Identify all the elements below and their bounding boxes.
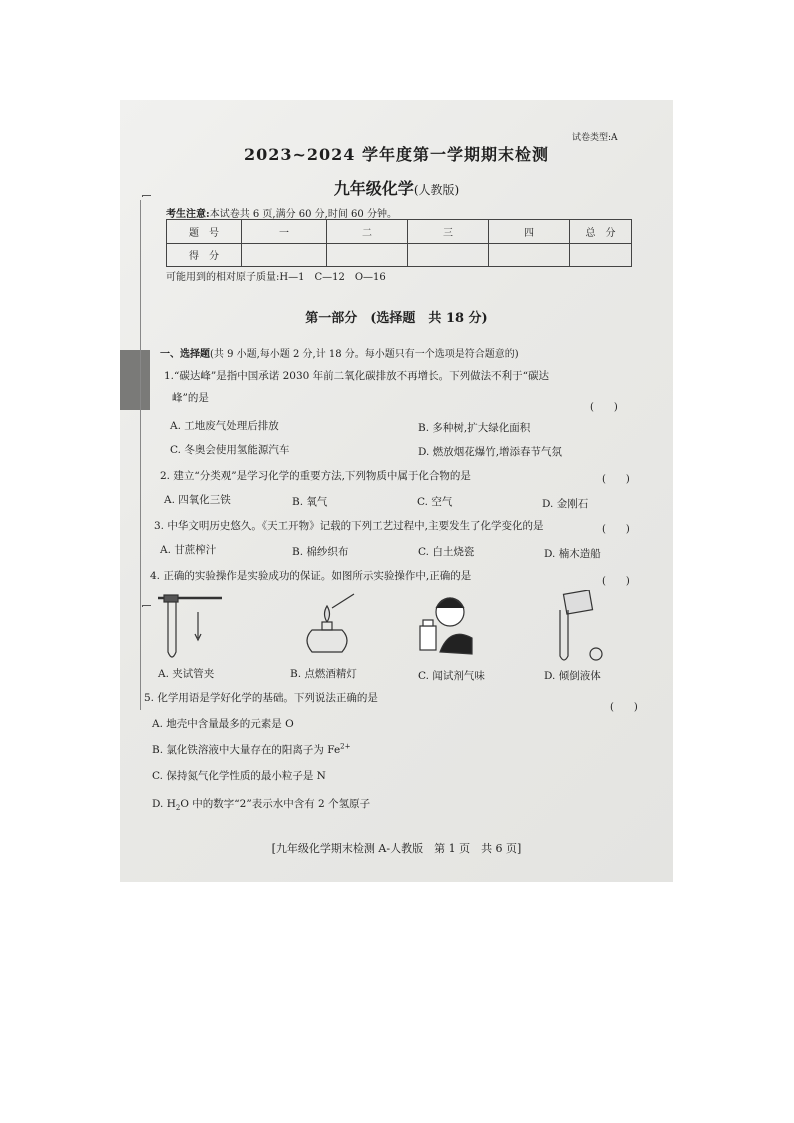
score-blank[interactable] bbox=[570, 243, 632, 267]
answer-paren[interactable]: ( ) bbox=[590, 402, 618, 413]
section-label: 一、选择题 bbox=[160, 349, 210, 360]
q4-option-c: C. 闻试剂气味 bbox=[418, 670, 485, 682]
score-cell: 题 号 bbox=[167, 220, 242, 244]
answer-paren[interactable]: ( ) bbox=[602, 576, 630, 587]
q5-option-c: C. 保持氮气化学性质的最小粒子是 N bbox=[152, 770, 326, 782]
smelling-reagent-figure bbox=[420, 598, 472, 654]
binding-margin-line bbox=[140, 200, 143, 710]
q3-option-d: D. 楠木造船 bbox=[544, 548, 601, 560]
alcohol-lamp-figure bbox=[307, 594, 354, 652]
question-5-stem: 5. 化学用语是学好化学的基础。下列说法正确的是 bbox=[144, 692, 378, 704]
score-table bbox=[166, 219, 632, 267]
q3-option-b: B. 棉纱织布 bbox=[292, 546, 349, 558]
q3-option-c: C. 白土烧瓷 bbox=[418, 546, 475, 558]
q5-option-d bbox=[152, 796, 370, 812]
exam-subtitle bbox=[120, 176, 673, 199]
score-cell: 一 bbox=[242, 220, 327, 244]
score-blank[interactable] bbox=[327, 243, 408, 267]
section-text: (共 9 小题,每小题 2 分,计 18 分。每小题只有一个选项是符合题意的) bbox=[210, 349, 519, 360]
question-3-stem: 3. 中华文明历史悠久。《天工开物》记载的下列工艺过程中,主要发生了化学变化的是 bbox=[154, 520, 544, 532]
score-cell: 得 分 bbox=[167, 243, 242, 267]
binding-margin-tab bbox=[120, 350, 150, 410]
score-cell: 三 bbox=[408, 220, 489, 244]
q4-figures bbox=[150, 590, 630, 670]
q4-option-d: D. 倾倒液体 bbox=[544, 670, 601, 682]
subscript-digit: 2 bbox=[175, 804, 181, 813]
score-table-score-row bbox=[167, 243, 632, 267]
q5-option-a: A. 地壳中含量最多的元素是 O bbox=[152, 718, 294, 730]
q2-option-a: A. 四氧化三铁 bbox=[164, 494, 231, 506]
charge-superscript: 2+ bbox=[340, 742, 351, 751]
q1-option-d: D. 燃放烟花爆竹,增添春节气氛 bbox=[418, 446, 563, 458]
q2-option-d: D. 金刚石 bbox=[542, 498, 589, 510]
exam-paper-photo bbox=[120, 100, 673, 882]
q4-option-a: A. 夹试管夹 bbox=[158, 668, 215, 680]
question-1-stem-cont: 峰”的是 bbox=[172, 392, 209, 404]
question-2-stem: 2. 建立“分类观”是学习化学的重要方法,下列物质中属于化合物的是 bbox=[160, 470, 471, 482]
answer-paren[interactable]: ( ) bbox=[602, 474, 630, 485]
q4-option-b: B. 点燃酒精灯 bbox=[290, 668, 357, 680]
score-table-header-row bbox=[167, 220, 632, 244]
test-tube-holder-figure bbox=[158, 595, 222, 657]
notice-text: 本试卷共 6 页,满分 60 分,时间 60 分钟。 bbox=[209, 209, 397, 220]
notice-label: 考生注意: bbox=[166, 209, 210, 220]
score-blank[interactable] bbox=[408, 243, 489, 267]
score-cell: 四 bbox=[489, 220, 570, 244]
question-1-stem: 1.“碳达峰”是指中国承诺 2030 年前二氧化碳排放不再增长。下列做法不利于“碳达 bbox=[164, 370, 550, 382]
q5-option-d-text: O 中的数字“2”表示水中含有 2 个氢原子 bbox=[180, 798, 371, 810]
q1-option-a: A. 工地废气处理后排放 bbox=[170, 420, 279, 432]
q1-option-c: C. 冬奥会使用氢能源汽车 bbox=[170, 444, 290, 456]
q3-option-a: A. 甘蔗榨汁 bbox=[160, 544, 217, 556]
exam-title: 2023~2024 学年度第一学期期末检测 bbox=[243, 145, 550, 164]
question-4-stem: 4. 正确的实验操作是实验成功的保证。如图所示实验操作中,正确的是 bbox=[150, 570, 472, 582]
q1-option-b: B. 多种树,扩大绿化面积 bbox=[418, 422, 531, 434]
paper-type-label: 试卷类型:A bbox=[572, 133, 618, 143]
score-blank[interactable] bbox=[489, 243, 570, 267]
score-cell: 总 分 bbox=[570, 220, 632, 244]
score-cell: 二 bbox=[327, 220, 408, 244]
q5-option-b-text: B. 氯化铁溶液中大量存在的阳离子为 Fe bbox=[152, 744, 341, 756]
subject-title: 九年级化学 bbox=[333, 179, 414, 198]
q5-option-d-prefix: D. H bbox=[152, 798, 176, 810]
answer-paren[interactable]: ( ) bbox=[610, 702, 638, 713]
pouring-liquid-figure bbox=[560, 590, 602, 660]
part-heading: 第一部分 (选择题 共 18 分) bbox=[305, 311, 488, 326]
section-heading bbox=[160, 345, 519, 360]
relative-atomic-masses: 可能用到的相对原子质量:H—1 C—12 O—16 bbox=[166, 272, 386, 283]
q2-option-c: C. 空气 bbox=[417, 496, 453, 508]
q2-option-b: B. 氧气 bbox=[292, 496, 328, 508]
exam-notice bbox=[166, 205, 397, 220]
page-footer: [九年级化学期末检测 A-人教版 第 1 页 共 6 页] bbox=[271, 842, 522, 855]
q5-option-b bbox=[152, 742, 350, 757]
answer-paren[interactable]: ( ) bbox=[602, 524, 630, 535]
edition-label: (人教版) bbox=[413, 183, 460, 197]
score-blank[interactable] bbox=[242, 243, 327, 267]
